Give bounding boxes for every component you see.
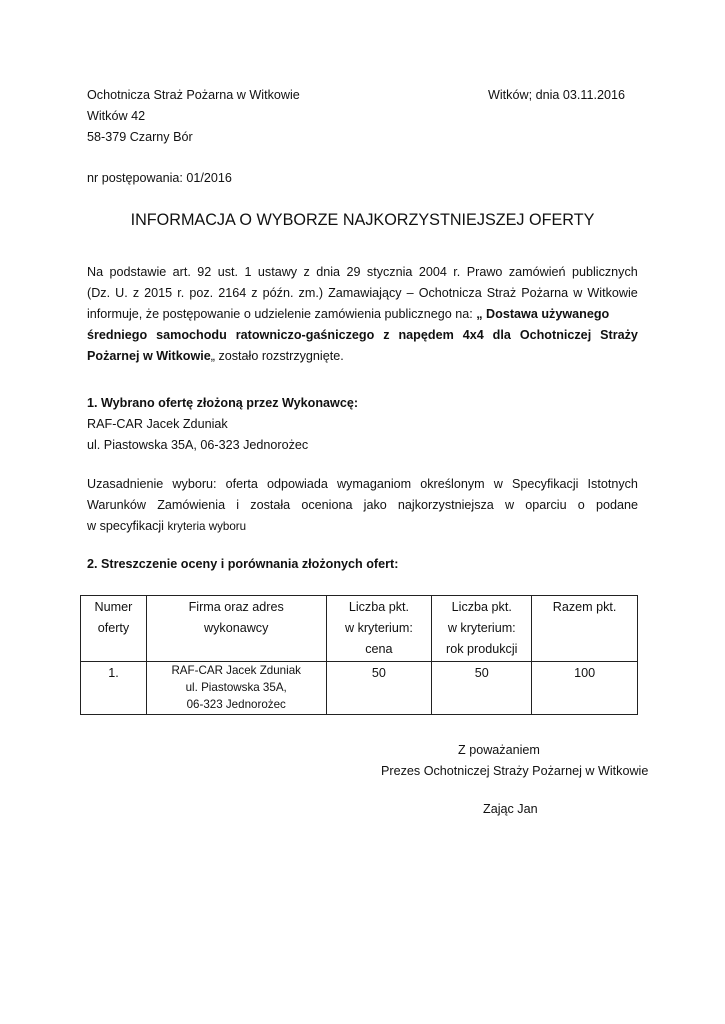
header-firm: Firma oraz adres wykonawcy xyxy=(146,596,326,662)
intro-line-4: średniego samochodu ratowniczo-gaśniczego z napędem 4x4 dla Ochotniczej Straży xyxy=(87,328,638,342)
cell-price-points: 50 xyxy=(326,662,432,715)
intro-line-1: Na podstawie art. 92 ust. 1 ustawy z dnia 29 stycznia 2004 r. Prawo zamówień publicznych xyxy=(87,265,638,279)
intro-line-5: Pożarnej w Witkowie„ zostało rozstrzygnięte. xyxy=(87,349,344,363)
cell-year-points: 50 xyxy=(432,662,532,715)
cell-firm: RAF-CAR Jacek Zduniak ul. Piastowska 35A, 06-323 Jednorożec xyxy=(146,662,326,715)
intro-line-2: (Dz. U. z 2015 r. poz. 2164 z późn. zm.) Zamawiający – Ochotnicza Straż Pożarna w Witkowie xyxy=(87,286,638,300)
document-title: INFORMACJA O WYBORZE NAJKORZYSTNIEJSZEJ OFERTY xyxy=(130,211,595,229)
section1-heading: 1. Wybrano ofertę złożoną przez Wykonawcę: xyxy=(87,396,359,410)
header-offer-number: Numer oferty xyxy=(81,596,147,662)
justification-paragraph xyxy=(87,474,638,537)
place-date: Witków; dnia 03.11.2016 xyxy=(488,88,625,102)
header-price-points: Liczba pkt. w kryterium: cena xyxy=(326,596,432,662)
cell-offer-number: 1. xyxy=(81,662,147,715)
header-total: Razem pkt. xyxy=(532,596,638,662)
justification-line-2: Warunków Zamówienia i została oceniona jako najkorzystniejsza w oparciu o podane xyxy=(87,498,638,512)
table-header-row xyxy=(81,596,638,662)
proceeding-number: nr postępowania: 01/2016 xyxy=(87,171,232,185)
intro-line-3: informuje, że postępowanie o udzielenie zamówienia publicznego na: „ Dostawa używanego xyxy=(87,307,610,321)
signature-name: Zając Jan xyxy=(483,802,538,816)
contractor-name: RAF-CAR Jacek Zduniak xyxy=(87,417,228,431)
org-name: Ochotnicza Straż Pożarna w Witkowie xyxy=(87,88,300,102)
justification-line-3: w specyfikacji kryteria wyboru xyxy=(87,519,247,533)
signature-position: Prezes Ochotniczej Straży Pożarnej w Witkowie xyxy=(381,764,649,778)
cell-total: 100 xyxy=(532,662,638,715)
header-year-points: Liczba pkt. w kryterium: rok produkcji xyxy=(432,596,532,662)
signature-greeting: Z poważaniem xyxy=(458,743,540,757)
table-row xyxy=(81,662,638,715)
intro-paragraph xyxy=(87,262,638,367)
contractor-address: ul. Piastowska 35A, 06-323 Jednorożec xyxy=(87,438,309,452)
justification-line-1: Uzasadnienie wyboru: oferta odpowiada wymaganiom określonym w Specyfikacji Istotnych xyxy=(87,477,638,491)
offers-table xyxy=(80,595,638,715)
org-street: Witków 42 xyxy=(87,109,146,123)
section2-heading: 2. Streszczenie oceny i porównania złożonych ofert: xyxy=(87,557,399,571)
org-city: 58-379 Czarny Bór xyxy=(87,130,193,144)
